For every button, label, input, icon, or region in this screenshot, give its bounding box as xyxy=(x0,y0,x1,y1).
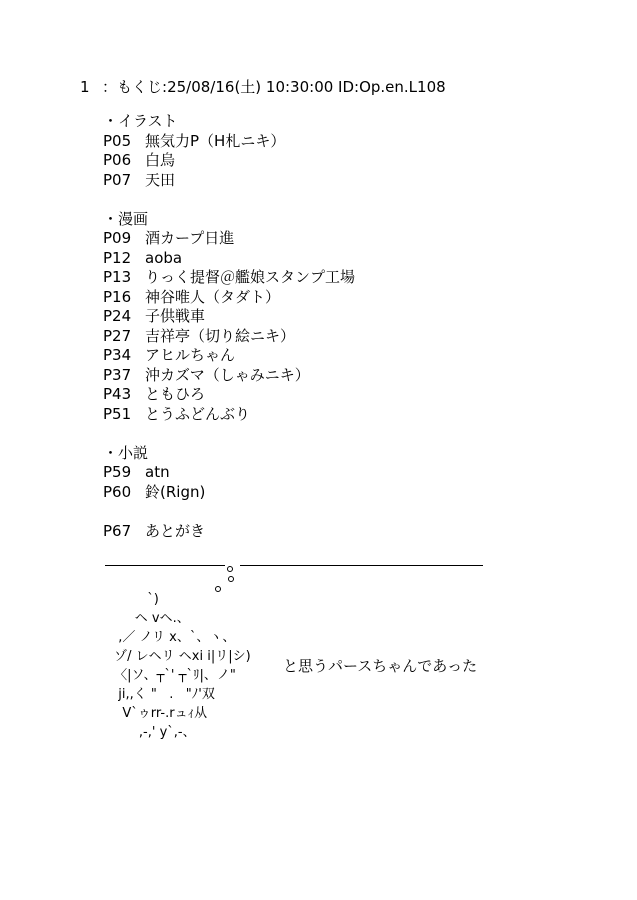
page-number: P16 xyxy=(103,287,132,306)
afterword-item xyxy=(103,522,563,542)
entry-name: 鈴(Rign) xyxy=(145,482,206,501)
entry-name: 無気力P（H札ニキ） xyxy=(145,131,286,150)
entry-name: atn xyxy=(145,463,170,481)
list-item xyxy=(103,229,563,249)
entry-name: とうふどんぶり xyxy=(145,404,251,423)
entry-name: 沖カズマ（しゃみニキ） xyxy=(145,365,310,384)
page-number: P34 xyxy=(103,346,132,364)
post-separator: ： xyxy=(102,78,118,96)
list-item xyxy=(103,151,563,171)
entry-name: りっく提督＠艦娘スタンプ工場 xyxy=(145,268,356,286)
list-item xyxy=(103,171,563,191)
entry-name: 酒カープ日進 xyxy=(145,229,235,247)
list-item xyxy=(103,249,563,269)
list-item xyxy=(103,346,563,366)
page-number: P13 xyxy=(103,268,132,286)
section-title: ・小説 xyxy=(103,443,149,462)
section-novel xyxy=(103,444,563,503)
section-illustration xyxy=(103,112,563,190)
section-title: ・イラスト xyxy=(103,112,178,130)
thought-bubble-dot xyxy=(228,576,234,582)
page-number: P67 xyxy=(103,521,132,540)
entry-name: ともひろ xyxy=(145,385,206,403)
section-title: ・漫画 xyxy=(103,209,149,228)
spacer xyxy=(103,424,563,444)
page-number: P43 xyxy=(103,385,132,403)
thought-bubble-dot xyxy=(227,566,233,572)
entry-name: 吉祥亭（切り絵ニキ） xyxy=(145,326,296,345)
entry-name: あとがき xyxy=(145,521,206,540)
ascii-art-caption: と思うパースちゃんであった xyxy=(283,657,478,675)
list-item xyxy=(103,366,563,386)
ascii-art-character: `) ヘ vヘ.、 ,／ ノリ x、`、ヽ、 ゾ/ レヘリ ヘxi i|リ|シ) 〈|ソ、┬`' ┬`ﾘ|、ノ" ji,,く " . "ﾉ'双 V`ゥrr-.rュｨ从 ,-,' y`,-、 xyxy=(114,592,251,740)
page-number: P05 xyxy=(103,131,132,150)
table-of-contents xyxy=(103,112,563,541)
list-item xyxy=(103,385,563,405)
page-number: P06 xyxy=(103,151,132,169)
entry-name: aoba xyxy=(145,248,183,267)
list-item xyxy=(103,327,563,347)
divider-line-left xyxy=(105,565,225,566)
page-number: P60 xyxy=(103,482,132,501)
list-item xyxy=(103,132,563,152)
list-item xyxy=(103,405,563,425)
entry-name: 神谷唯人（タダト） xyxy=(145,287,281,306)
entry-name: 白烏 xyxy=(145,151,176,169)
spacer xyxy=(103,502,563,522)
list-item xyxy=(103,268,563,288)
entry-name: 子供戦車 xyxy=(145,307,206,325)
page-number: P12 xyxy=(103,248,132,267)
entry-name: アヒルちゃん xyxy=(145,346,236,364)
spacer xyxy=(103,190,563,210)
post-header-line: もくじ:25/08/16(土) 10:30:00 ID:Op.en.L108 xyxy=(117,78,446,96)
page-number: P59 xyxy=(103,463,132,481)
post-number: 1 xyxy=(80,78,90,96)
section-manga xyxy=(103,210,563,425)
list-item xyxy=(103,463,563,483)
page-number: P24 xyxy=(103,307,132,325)
divider-line-right xyxy=(240,565,483,566)
post-header xyxy=(80,76,446,97)
entry-name: 天田 xyxy=(145,170,176,189)
list-item xyxy=(103,307,563,327)
list-item xyxy=(103,483,563,503)
page-number: P07 xyxy=(103,170,132,189)
page-number: P27 xyxy=(103,326,132,345)
page-number: P51 xyxy=(103,404,132,423)
page-number: P09 xyxy=(103,229,132,247)
list-item xyxy=(103,288,563,308)
page-number: P37 xyxy=(103,365,132,384)
